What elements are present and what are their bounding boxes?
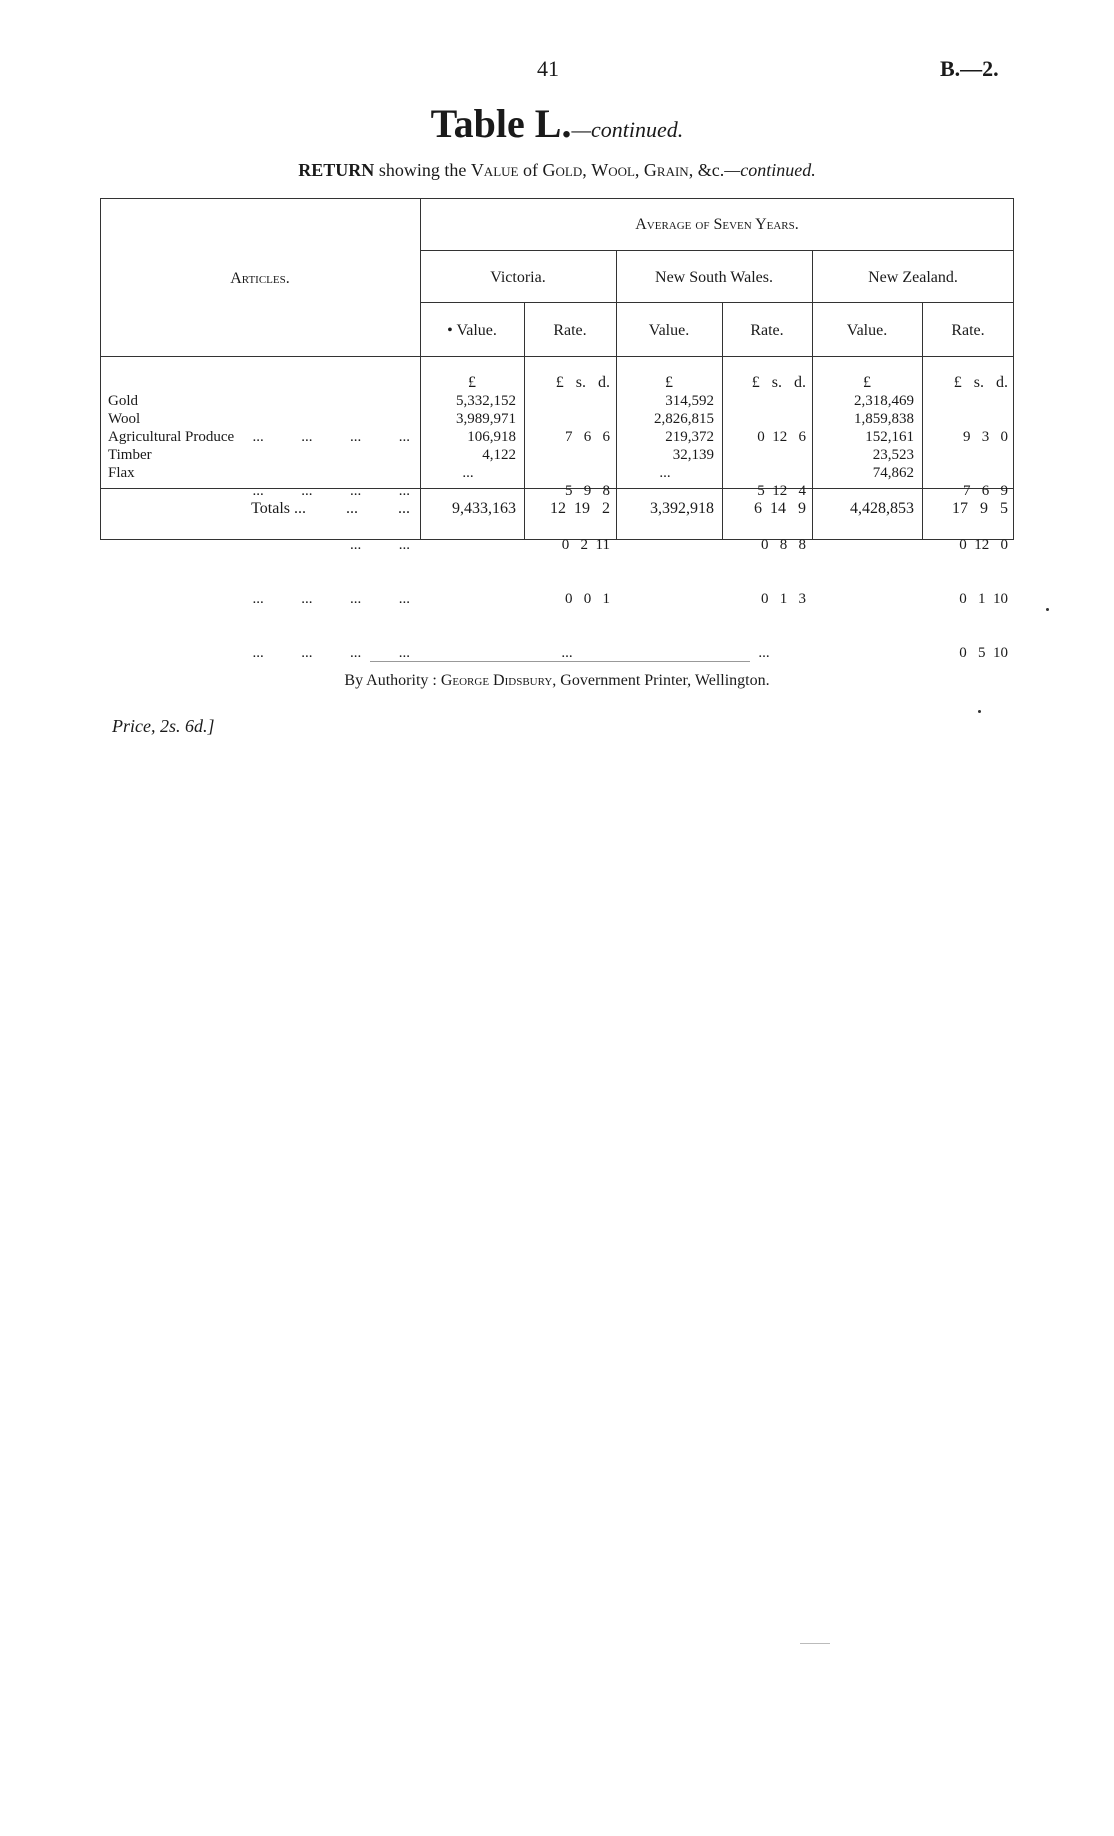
average-header-rule: [420, 250, 1014, 251]
table-cell: 0 0 1: [565, 591, 610, 607]
price-note: Price, 2s. 6d.]: [112, 716, 215, 736]
total-victoria-value: 9,433,163: [452, 500, 516, 517]
nsw-rates: [722, 392, 806, 698]
nz-value-unit: £: [863, 374, 871, 391]
subtitle-comma-1: ,: [582, 160, 592, 180]
nsw-rate-header: Rate.: [750, 322, 784, 339]
region-header-rule: [420, 302, 1014, 303]
table-cell: 1,859,838: [854, 411, 914, 427]
victoria-value-unit: £: [468, 374, 476, 391]
table-top-rule: [100, 198, 1014, 199]
printer-imprint: [0, 672, 1114, 690]
average-header: Average of Seven Years.: [635, 216, 799, 233]
column-header-rule: [100, 356, 1014, 357]
table-cell: ...: [758, 645, 770, 661]
region-nz: New Zealand.: [868, 269, 958, 286]
victoria-rates: [524, 392, 610, 698]
table-right-rule: [1013, 198, 1014, 540]
subtitle-wool: Wool: [591, 160, 635, 180]
nz-value-header: Value.: [846, 322, 888, 339]
table-cell: 0 5 10: [959, 645, 1008, 661]
page-title: [0, 100, 1114, 147]
victoria-values: [420, 392, 516, 482]
subtitle-of: of: [518, 160, 543, 180]
total-nsw-value: 3,392,918: [650, 500, 714, 517]
table-cell: 23,523: [872, 447, 914, 463]
table-cell: 9 3 0: [963, 429, 1008, 445]
leader-dots: ... ... ... ...: [252, 483, 410, 499]
table-cell: 4,122: [482, 447, 516, 463]
subtitle-value: Value: [470, 160, 519, 180]
articles-divider: [420, 198, 421, 540]
imprint-rest: , Government Printer, Wellington.: [552, 672, 770, 689]
stray-rule: [800, 1643, 830, 1644]
table-cell: 0 8 8: [761, 537, 806, 553]
table-cell: 3,989,971: [456, 411, 516, 427]
page-number: 41: [537, 56, 559, 81]
table-cell: 2,826,815: [654, 411, 714, 427]
table-cell: 5 9 8: [565, 483, 610, 499]
total-victoria-rate: 12 19 2: [550, 500, 610, 517]
table-cell: 0 1 3: [761, 591, 806, 607]
table-cell: 7 6 9: [963, 483, 1008, 499]
subtitle-comma-2: ,: [634, 160, 644, 180]
nsw-value-unit: £: [665, 374, 673, 391]
table-cell: 32,139: [672, 447, 714, 463]
leader-dots: ... ... ... ...: [252, 591, 410, 607]
subtitle-continued: —continued.: [724, 160, 816, 180]
nz-rate-unit: £ s. d.: [953, 374, 1008, 391]
article-name: Timber: [108, 447, 152, 463]
nz-rates: [922, 392, 1008, 698]
table-cell: 106,918: [467, 429, 516, 445]
table-cell: ...: [462, 465, 474, 481]
subtitle-gold: Gold: [542, 160, 583, 180]
table-cell: 74,862: [872, 465, 914, 481]
totals-label: Totals ... ... ...: [251, 500, 410, 517]
table-subtitle: [0, 160, 1114, 181]
nsw-rate-unit: £ s. d.: [751, 374, 806, 391]
table-cell: 5 12 4: [757, 483, 806, 499]
title-main: Table L.: [430, 101, 572, 146]
article-name: Wool: [108, 411, 141, 427]
article-name: Flax: [108, 465, 135, 481]
document-reference: B.—2.: [940, 56, 999, 81]
leader-dots: ... ... ... ...: [252, 645, 410, 661]
region-nsw: New South Wales.: [655, 269, 773, 286]
table-left-rule: [100, 198, 101, 540]
stray-mark: [1046, 608, 1049, 611]
victoria-value-header: • Value.: [447, 322, 497, 339]
article-leaders: [160, 392, 410, 698]
nz-values: [812, 392, 914, 482]
total-nz-rate: 17 9 5: [952, 500, 1008, 517]
nsw-values: [616, 392, 714, 482]
table-cell: 2,318,469: [854, 393, 914, 409]
total-nz-value: 4,428,853: [850, 500, 914, 517]
table-cell: 314,592: [665, 393, 714, 409]
table-cell: 0 1 10: [959, 591, 1008, 607]
table-cell: 0 12 6: [757, 429, 806, 445]
subtitle-etc: , &c.: [688, 160, 725, 180]
table-cell: 219,372: [665, 429, 714, 445]
stray-mark: [978, 710, 981, 713]
divider-rule: [370, 661, 750, 662]
victoria-rate-unit: £ s. d.: [555, 374, 610, 391]
table-cell: 152,161: [865, 429, 914, 445]
table-cell: ...: [561, 645, 573, 661]
table-cell: 0 12 0: [959, 537, 1008, 553]
title-continued: —continued.: [571, 117, 684, 142]
table-cell: 0 2 11: [561, 537, 610, 553]
leader-dots: ... ...: [350, 537, 410, 553]
total-nsw-rate: 6 14 9: [754, 500, 806, 517]
nz-rate-header: Rate.: [951, 322, 985, 339]
imprint-printer-name: George Didsbury: [440, 672, 553, 689]
table-cell: 7 6 6: [565, 429, 610, 445]
victoria-rate-header: Rate.: [553, 322, 587, 339]
leader-dots: ... ... ... ...: [252, 429, 410, 445]
article-name: Agricultural Produce: [108, 429, 235, 445]
articles-header: Articles.: [230, 270, 290, 287]
region-victoria: Victoria.: [490, 269, 546, 286]
subtitle-return: RETURN: [298, 160, 375, 180]
return-table: [100, 198, 1014, 661]
imprint-by-authority: By Authority :: [344, 672, 441, 689]
subtitle-grain: Grain: [643, 160, 689, 180]
table-cell: 5,332,152: [456, 393, 516, 409]
article-name: Gold: [108, 393, 138, 409]
table-cell: ...: [659, 465, 671, 481]
nsw-value-header: Value.: [648, 322, 690, 339]
subtitle-showing: showing the: [374, 160, 471, 180]
